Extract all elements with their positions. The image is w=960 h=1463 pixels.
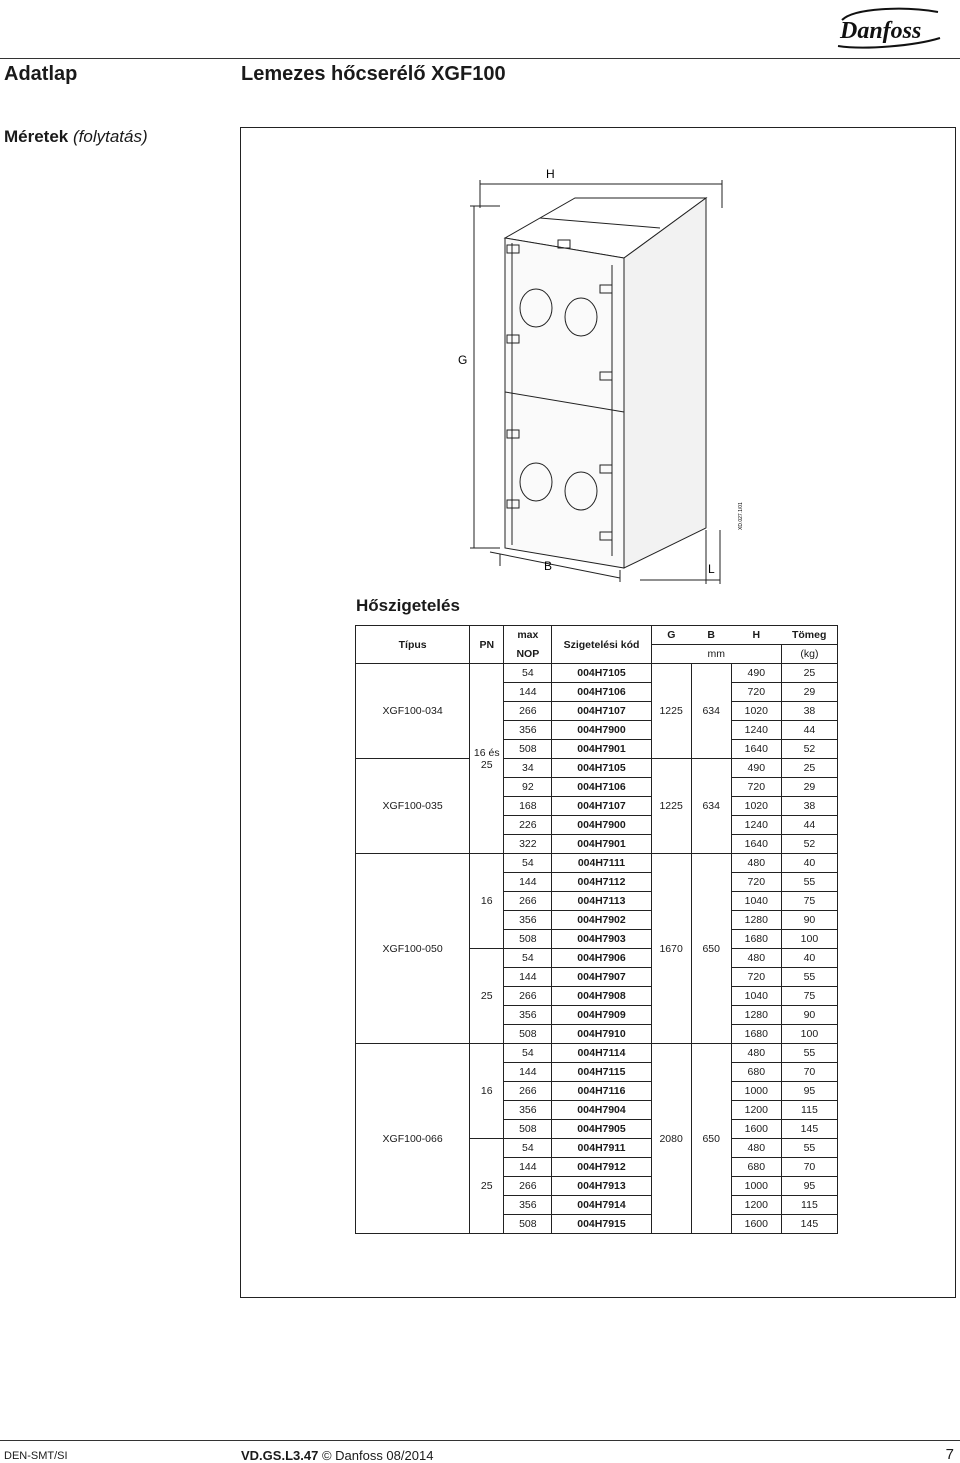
svg-text:H: H — [546, 167, 555, 181]
table-row: 266 004H7107 1020 38 — [356, 702, 838, 721]
table-row: 508 004H7901 1640 52 — [356, 740, 838, 759]
svg-text:L: L — [708, 562, 715, 576]
doc-type: Adatlap — [4, 63, 78, 85]
table-row: 92 004H7106 720 29 — [356, 778, 838, 797]
table-row: 25 54 004H7906 480 40 — [356, 949, 838, 968]
table-row: 356 004H7900 1240 44 — [356, 721, 838, 740]
table-row: 356 004H7909 1280 90 — [356, 1006, 838, 1025]
svg-text:G: G — [458, 353, 468, 367]
table-row: 266 004H7908 1040 75 — [356, 987, 838, 1006]
danfoss-logo — [834, 6, 944, 50]
table-row: 144 004H7912 680 70 — [356, 1158, 838, 1177]
table-row: 266 004H7913 1000 95 — [356, 1177, 838, 1196]
table-row: 356 004H7914 1200 115 — [356, 1196, 838, 1215]
table-row: 266 004H7116 1000 95 — [356, 1082, 838, 1101]
table-row: 144 004H7907 720 55 — [356, 968, 838, 987]
insulation-table: Típus PN max Szigetelési kód G B H Tömeg NOP mm (kg) XGF100-034 16 és 25 54 004H7105 1225 634 490 25 144 004H7106 720 29 266 004H7107 1020 38 356 004H7900 1240 44 508 004H7901 1640 52 XGF100-035 34 004H7105 1225 634 490 25 92 004H7106 720 29 168 004H7107 1020 38 226 004H7900 1240 44 322 004H7901 1640 52 XGF100-050 16 54 004H7111 1670 650 480 40 144 004H7112 720 55 266 004H7113 1040 75 356 004H7902 1280 90 508 004H7903 1680 100 25 54 004H7906 480 40 144 004H7907 720 55 266 004H7908 1040 75 356 004H7909 1280 90 508 004H7910 1680 100 XGF100-066 16 54 004H7114 2080 650 480 55 144 004H7115 680 70 266 004H7116 1000 95 356 004H7904 1200 115 508 004H7905 1600 145 25 54 004H7911 480 55 144 004H7912 680 70 266 004H7913 1000 95 356 004H7914 1200 115 508 004H7915 1600 145 — [355, 625, 838, 1234]
doc-title: Lemezes hőcserélő XGF100 — [241, 63, 506, 85]
insulation-title: Hőszigetelés — [356, 596, 460, 615]
table-row: 266 004H7113 1040 75 — [356, 892, 838, 911]
table-row: XGF100-034 16 és 25 54 004H7105 1225 634 490 25 — [356, 664, 838, 683]
svg-text:XD.027.1/01: XD.027.1/01 — [738, 502, 744, 530]
table-row: 508 004H7905 1600 145 — [356, 1120, 838, 1139]
dimension-drawing — [430, 160, 760, 590]
table-row: 322 004H7901 1640 52 — [356, 835, 838, 854]
table-row: 508 004H7910 1680 100 — [356, 1025, 838, 1044]
table-row: 144 004H7115 680 70 — [356, 1063, 838, 1082]
footer-dept: DEN-SMT/SI — [4, 1450, 68, 1462]
table-row: 25 54 004H7911 480 55 — [356, 1139, 838, 1158]
table-row: 356 004H7904 1200 115 — [356, 1101, 838, 1120]
table-row: XGF100-050 16 54 004H7111 1670 650 480 40 — [356, 854, 838, 873]
svg-text:B: B — [544, 559, 553, 573]
table-row: XGF100-066 16 54 004H7114 2080 650 480 55 — [356, 1044, 838, 1063]
table-row: 356 004H7902 1280 90 — [356, 911, 838, 930]
table-row: 226 004H7900 1240 44 — [356, 816, 838, 835]
table-row: 168 004H7107 1020 38 — [356, 797, 838, 816]
table-row: 144 004H7112 720 55 — [356, 873, 838, 892]
svg-text:Danfoss: Danfoss — [840, 18, 922, 44]
table-row: 144 004H7106 720 29 — [356, 683, 838, 702]
footer-doc: VD.GS.L3.47 © Danfoss 08/2014 — [241, 1448, 434, 1463]
table-row: XGF100-035 34 004H7105 1225 634 490 25 — [356, 759, 838, 778]
header-rule — [0, 58, 960, 59]
footer-rule — [0, 1440, 960, 1441]
table-row: 508 004H7915 1600 145 — [356, 1215, 838, 1234]
section-title: Méretek (folytatás) — [4, 127, 148, 146]
page-number: 7 — [945, 1446, 954, 1463]
table-row: 508 004H7903 1680 100 — [356, 930, 838, 949]
